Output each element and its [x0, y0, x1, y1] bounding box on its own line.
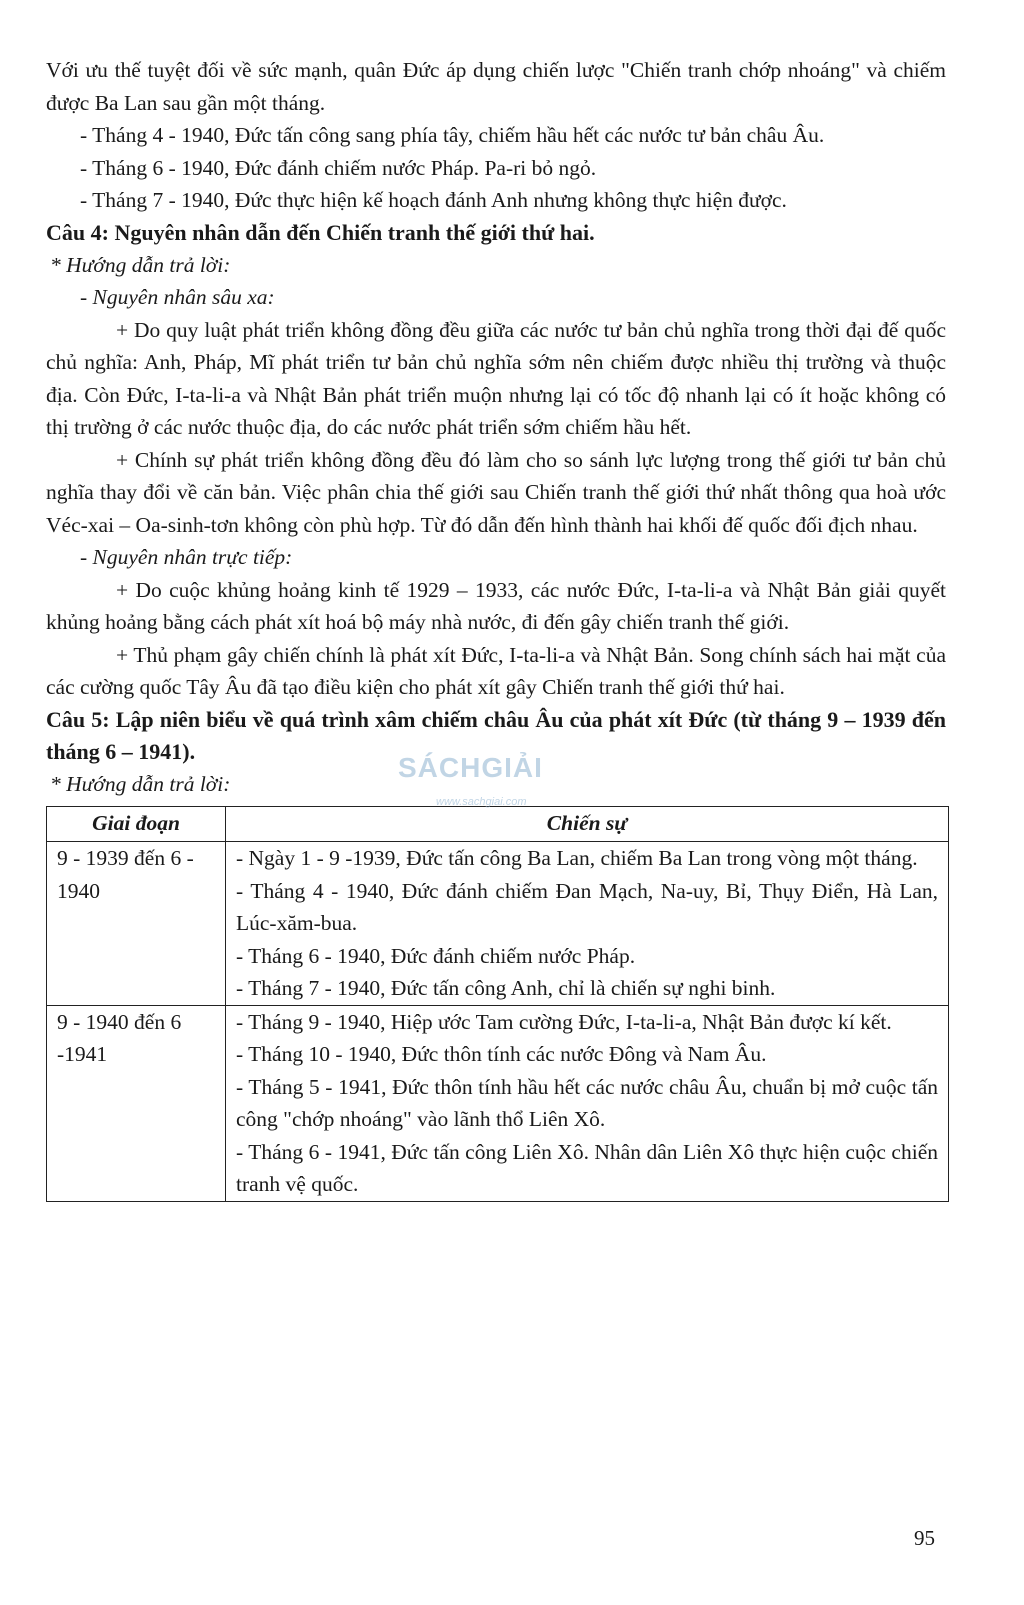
- watermark-logo: [398, 752, 598, 812]
- event-item: - Tháng 6 - 1941, Đức tấn công Liên Xô. Nhân dân Liên Xô thực hiện cuộc chiến tranh vệ quốc.: [236, 1139, 938, 1196]
- event-item: - Tháng 4 - 1940, Đức đánh chiếm Đan Mạch, Na-uy, Bỉ, Thụy Điển, Hà Lan, Lúc-xăm-bua.: [236, 878, 938, 935]
- event-item: - Tháng 10 - 1940, Đức thôn tính các nước Đông và Nam Âu.: [236, 1042, 767, 1066]
- intro-item: - Tháng 6 - 1940, Đức đánh chiếm nước Pháp. Pa-ri bỏ ngỏ.: [80, 155, 597, 180]
- events-cell: [226, 1005, 949, 1201]
- answer-guide-label: * Hướng dẫn trả lời:: [50, 252, 231, 277]
- header-period: Giai đoạn: [47, 807, 226, 842]
- deep-cause-item: + Do quy luật phát triển không đồng đều giữa các nước tư bản chủ nghĩa trong thời đại đế quốc chủ nghĩa: Anh, Pháp, Mĩ phát triển tư bản chủ nghĩa sớm nên chiếm được nhiều thị trường và thuộc địa. Còn Đức, I-ta-li-a và Nhật Bản phát triển muộn nhưng lại có tốc độ nhanh lại có ít hoặc không có thị trường ở các nước thuộc địa, do các nước phát triển sớm chiếm hầu hết.: [46, 317, 946, 439]
- event-item: - Tháng 5 - 1941, Đức thôn tính hầu hết các nước châu Âu, chuẩn bị mở cuộc tấn công "chớp nhoáng" vào lãnh thổ Liên Xô.: [236, 1074, 938, 1131]
- event-item: - Tháng 9 - 1940, Hiệp ước Tam cường Đức, I-ta-li-a, Nhật Bản được kí kết.: [236, 1009, 892, 1034]
- watermark-text: SÁCHGIẢI: [398, 752, 543, 783]
- events-cell: [226, 842, 949, 1006]
- deep-cause-item: + Chính sự phát triển không đồng đều đó làm cho so sánh lực lượng trong thế giới tư bản chủ nghĩa thay đổi về căn bản. Việc phân chia thế giới sau Chiến tranh thế giới thứ nhất thông qua hoà ước Véc-xai – Oa-sinh-tơn không còn phù hợp. Từ đó dẫn đến hình thành hai khối đế quốc đối địch nhau.: [46, 447, 946, 537]
- page-content: [46, 54, 946, 1202]
- question-4-title: Câu 4: Nguyên nhân dẫn đến Chiến tranh thế giới thứ hai.: [46, 219, 595, 245]
- period-cell: 9 - 1940 đến 6 -1941: [47, 1005, 226, 1201]
- chronology-table: [46, 806, 949, 1202]
- event-item: - Ngày 1 - 9 -1939, Đức tấn công Ba Lan, chiếm Ba Lan trong vòng một tháng.: [236, 846, 918, 870]
- direct-cause-heading: - Nguyên nhân trực tiếp:: [80, 545, 293, 569]
- event-item: - Tháng 7 - 1940, Đức tấn công Anh, chỉ là chiến sự nghi binh.: [236, 976, 776, 1000]
- table-row: [47, 1005, 949, 1201]
- period-cell: 9 - 1939 đến 6 - 1940: [47, 842, 226, 1006]
- intro-item: - Tháng 4 - 1940, Đức tấn công sang phía tây, chiếm hầu hết các nước tư bản châu Âu.: [80, 123, 825, 147]
- direct-cause-item: + Thủ phạm gây chiến chính là phát xít Đức, I-ta-li-a và Nhật Bản. Song chính sách hai mặt của các cường quốc Tây Âu đã tạo điều kiện cho phát xít gây Chiến tranh thế giới thứ hai.: [46, 642, 946, 699]
- page-number: 95: [914, 1526, 935, 1550]
- header-events: Chiến sự: [226, 807, 949, 842]
- event-item: - Tháng 6 - 1940, Đức đánh chiếm nước Pháp.: [236, 943, 636, 968]
- deep-cause-heading: - Nguyên nhân sâu xa:: [80, 285, 275, 309]
- intro-item: - Tháng 7 - 1940, Đức thực hiện kế hoạch đánh Anh nhưng không thực hiện được.: [80, 188, 787, 212]
- table-row: [47, 842, 949, 1006]
- answer-guide-label: * Hướng dẫn trả lời:: [50, 771, 231, 796]
- direct-cause-item: + Do cuộc khủng hoảng kinh tế 1929 – 1933, các nước Đức, I-ta-li-a và Nhật Bản giải quyết khủng hoảng bằng cách phát xít hoá bộ máy nhà nước, đi đến gây chiến tranh thế giới.: [46, 577, 946, 634]
- question-5-title: Câu 5: Lập niên biểu về quá trình xâm chiếm châu Âu của phát xít Đức (từ tháng 9 – 1939 đến tháng 6 – 1941).: [46, 706, 946, 764]
- watermark-url: www.sachgiai.com: [436, 796, 527, 808]
- intro-paragraph: Với ưu thế tuyệt đối về sức mạnh, quân Đức áp dụng chiến lược "Chiến tranh chớp nhoáng" và chiếm được Ba Lan sau gần một tháng.: [46, 58, 946, 115]
